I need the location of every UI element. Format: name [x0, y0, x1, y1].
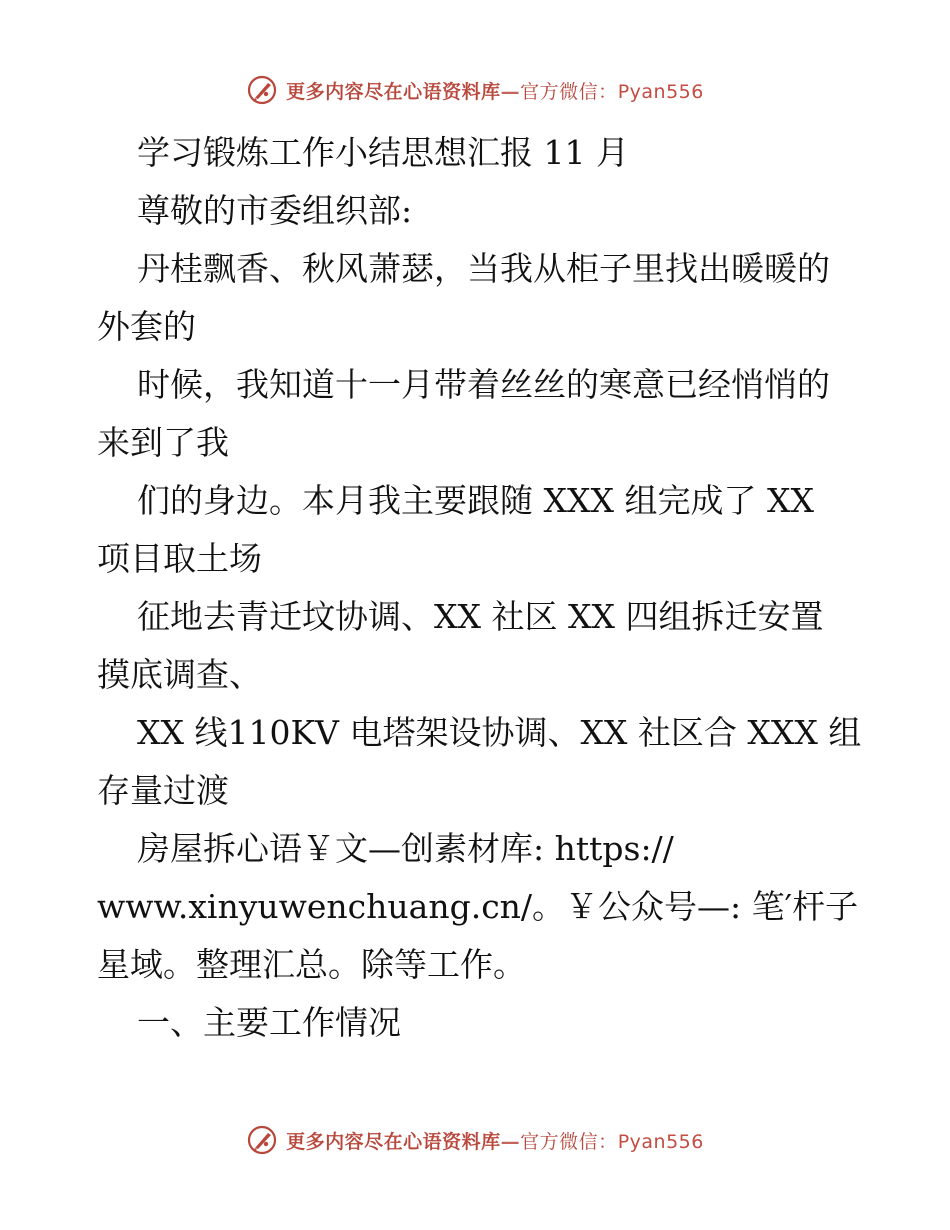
doc-line: 时候，我知道十一月带着丝丝的寒意已经悄悄的 — [137, 365, 830, 404]
footer-wechat-label: 官方微信： — [520, 1130, 618, 1153]
header-banner-text — [286, 77, 704, 104]
header-wechat-id: Pyan556 — [617, 80, 704, 103]
footer-brand-separator: — — [500, 1130, 521, 1153]
doc-line: 来到了我 — [97, 423, 229, 462]
doc-line: 学习锻炼工作小结思想汇报 11 月 — [137, 133, 629, 172]
footer-wechat-id: Pyan556 — [617, 1130, 704, 1153]
header-brand-text: 更多内容尽在心语资料库 — [286, 80, 501, 103]
header-banner — [0, 70, 950, 110]
doc-line: 房屋拆心语￥文—创素材库: https:// — [137, 829, 674, 868]
quill-pen-logo-icon — [246, 1124, 278, 1156]
doc-line: 项目取土场 — [97, 539, 262, 578]
header-banner-content — [246, 74, 704, 106]
doc-line: www.xinyuwenchuang.cn/。￥公众号—: 笔′杆子 — [97, 887, 859, 926]
doc-line: 尊敬的市委组织部: — [137, 191, 413, 230]
footer-brand-text: 更多内容尽在心语资料库 — [286, 1130, 501, 1153]
doc-line: 星域。整理汇总。除等工作。 — [97, 945, 526, 984]
doc-line: XX 线110KV 电塔架设协调、XX 社区合 XXX 组 — [137, 713, 862, 752]
doc-line: 外套的 — [97, 307, 196, 346]
header-wechat-label: 官方微信： — [520, 80, 618, 103]
doc-line: 存量过渡 — [97, 771, 229, 810]
footer-banner — [0, 1120, 950, 1160]
doc-line: 摸底调查、 — [97, 655, 262, 694]
doc-line: 们的身边。本月我主要跟随 XXX 组完成了 XX — [137, 481, 814, 520]
doc-line: 征地去青迁坟协调、XX 社区 XX 四组拆迁安置 — [137, 597, 824, 636]
header-brand-separator: — — [500, 80, 521, 103]
footer-banner-text — [286, 1127, 704, 1154]
quill-pen-logo-icon — [246, 74, 278, 106]
footer-banner-content — [246, 1124, 704, 1156]
doc-line: 丹桂飘香、秋风萧瑟，当我从柜子里找出暖暖的 — [137, 249, 830, 288]
document-body — [97, 124, 867, 1052]
doc-line: 一、主要工作情况 — [137, 1003, 401, 1042]
